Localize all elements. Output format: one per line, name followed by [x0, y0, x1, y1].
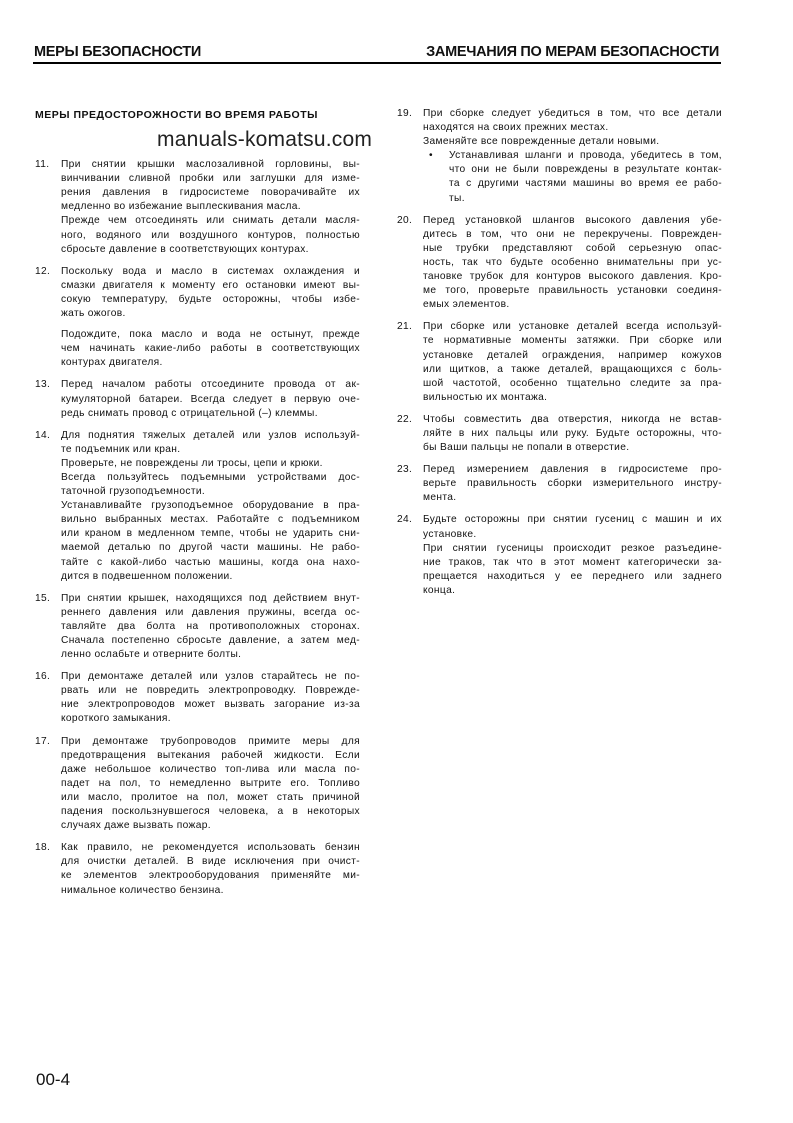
text-line: верьте правильность сборки измерительного инстру-	[423, 478, 722, 490]
text-line: тановке трубок для контуров высокого давления. Кро-	[423, 271, 722, 283]
text-line: При снятии крышек, находящихся под действием внут-	[61, 592, 360, 604]
list-item	[397, 463, 722, 505]
text-line: рвать или не повредить электропроводку. Поврежде-	[61, 685, 360, 697]
text-line: нимальное количество бензина.	[61, 884, 224, 896]
text-line: установке деталей ограждения, например кожухов	[423, 349, 722, 361]
text-line: При снятии гусеницы происходит резкое разъедине-	[423, 542, 722, 554]
text-line: медленно во избежание выплескивания масла.	[61, 201, 301, 213]
list-item	[35, 158, 360, 257]
paragraph	[423, 107, 722, 135]
text-line: ленно ослабьте и отверните болты.	[61, 649, 242, 661]
text-line: конца.	[423, 584, 456, 596]
text-line: емых элементов.	[423, 299, 510, 311]
text-line: Всегда пользуйтесь подъемными устройствами дос-	[61, 471, 360, 483]
item-number: 12.	[35, 265, 51, 277]
paragraph	[61, 592, 360, 662]
paragraph	[61, 457, 360, 471]
text-line: или масло, пролитое на пол, может стать причиной	[61, 791, 360, 803]
paragraph	[423, 214, 722, 313]
text-line: ность, так что будьте особенно внимательны при ус-	[423, 256, 722, 268]
paragraph	[423, 320, 722, 405]
text-line: Прежде чем отсоединять или снимать детали масля-	[61, 215, 360, 227]
paragraph	[61, 471, 360, 499]
text-line: те подъемник или кран.	[61, 443, 181, 455]
list-item	[397, 513, 722, 598]
text-line: чем начинать какие-либо работы в соответствующих	[61, 343, 360, 355]
item-number: 14.	[35, 429, 51, 441]
text-line: Подождите, пока масло и вода не остынут, прежде	[61, 329, 360, 341]
text-line: сокую температуру, будьте осторожны, чтобы избе-	[61, 293, 360, 305]
text-line: дитесь в том, что они не перекручены. Поврежден-	[423, 228, 722, 240]
text-line: падения поскользнувшегося человека, а в некоторых	[61, 806, 360, 818]
list-item	[35, 841, 360, 897]
header-section-title: МЕРЫ БЕЗОПАСНОСТИ	[34, 44, 201, 60]
text-line: Поскольку вода и масло в системах охлаждения и	[61, 265, 360, 277]
text-line: ного, водяного или воздушного контуров, полностью	[61, 229, 360, 241]
text-line: ме того, проверьте правильность установки соединя-	[423, 285, 722, 297]
list-item	[35, 735, 360, 834]
text-line: падет на пол, то немедленно вытрите его. Топливо	[61, 777, 360, 789]
text-line: ные трубки представляют собой серьезную опас-	[423, 242, 722, 254]
text-line: шой частотой, особенно тщательно следите за пра-	[423, 377, 722, 389]
text-line: находятся на своих прежних местах.	[423, 122, 609, 134]
header-chapter-title: ЗАМЕЧАНИЯ ПО МЕРАМ БЕЗОПАСНОСТИ	[426, 44, 719, 60]
text-line: При снятии крышки маслозаливной горловины, вы-	[61, 159, 360, 171]
text-line: Сначала постепенно сбросьте давление, а затем мед-	[61, 635, 360, 646]
paragraph	[61, 328, 360, 370]
list-item	[35, 670, 360, 726]
list-item	[35, 378, 360, 420]
left-item-list	[35, 158, 360, 898]
item-number: 18.	[35, 842, 51, 854]
paragraph	[61, 158, 360, 214]
text-line: винчивании сливной пробки или заглушки для изме-	[61, 173, 360, 185]
text-line: что они не были повреждены в результате контак-	[449, 164, 722, 176]
paragraph	[61, 378, 360, 420]
text-line: даже небольшое количество топ-лива или масла по-	[61, 763, 360, 775]
bullet-icon: •	[429, 150, 433, 162]
paragraph	[61, 735, 360, 834]
text-line: предотвращения вытекания рабочей жидкости. Если	[61, 749, 360, 761]
paragraph	[423, 542, 722, 598]
text-line: вильностью их монтажа.	[423, 391, 548, 403]
text-line: Перед установкой шлангов высокого давления убе-	[423, 214, 722, 226]
right-item-list	[397, 107, 722, 598]
item-number: 15.	[35, 592, 51, 604]
text-line: для очистки деталей. В виде исключения при очист-	[61, 856, 360, 868]
text-line: дится в подвешенном положении.	[61, 570, 233, 582]
text-line: ке элементов электрооборудования применяйте ми-	[61, 870, 360, 882]
item-number: 19.	[397, 108, 413, 119]
paragraph	[423, 513, 722, 541]
item-number: 11.	[35, 159, 50, 171]
item-number: 22.	[397, 413, 413, 425]
list-item	[35, 592, 360, 662]
paragraph	[423, 463, 722, 505]
text-line: Чтобы совместить два отверстия, никогда не встав-	[423, 413, 722, 425]
item-number: 16.	[35, 671, 51, 683]
text-line: реннего давления или давления пружины, всегда ос-	[61, 606, 360, 618]
text-line: тавляйте два болта на противоположных сторонах.	[61, 620, 360, 632]
item-number: 21.	[397, 321, 413, 333]
list-item	[397, 107, 722, 206]
text-line: Будьте осторожны при снятии гусениц с машин и их	[423, 514, 722, 526]
text-line: редь снимать провод с отрицательной (–) клеммы.	[61, 407, 318, 419]
item-number: 24.	[397, 514, 413, 526]
section-title: МЕРЫ ПРЕДОСТОРОЖНОСТИ ВО ВРЕМЯ РАБОТЫ	[35, 109, 318, 121]
item-number: 13.	[35, 379, 51, 391]
text-line: ние электропроводов может вызвать загорание из-за	[61, 699, 360, 711]
text-line: смазки двигателя к моменту его остановки имеют вы-	[61, 279, 360, 291]
text-line: контурах двигателя.	[61, 357, 163, 369]
text-line: или щитков, а также деталей, вращающихся с боль-	[423, 363, 722, 375]
text-line: Для поднятия тяжелых деталей или узлов используй-	[61, 429, 360, 441]
text-line: кумуляторной батареи. Всегда следует в первую оче-	[61, 393, 360, 405]
text-line: случаях даже вызвать пожар.	[61, 820, 211, 832]
paragraph	[61, 214, 360, 256]
text-line: та с другими частями машины во время ее рабо-	[449, 178, 722, 190]
text-line: Устанавливая шланги и провода, убедитесь в том,	[449, 150, 722, 162]
text-line: жать ожогов.	[61, 308, 126, 320]
list-item	[35, 265, 360, 371]
text-line: Как правило, не рекомендуется использовать бензин	[61, 842, 360, 854]
header-rule	[33, 62, 721, 64]
text-line: те нормативные моменты затяжки. При сборке или	[423, 335, 722, 347]
text-line: рения давления в гидросистеме поворачивайте их	[61, 187, 360, 199]
text-line: маемой деталью по другой части машины. Не рабо-	[61, 542, 360, 554]
paragraph	[61, 429, 360, 457]
text-line: При сборке следует убедиться в том, что все детали	[423, 108, 722, 119]
list-item	[397, 413, 722, 455]
text-line: или краном в медленном темпе, чтобы не ударить сни-	[61, 528, 360, 540]
bullet-item	[423, 149, 722, 205]
text-line: ляйте в них пальцы или руку. Будьте осторожны, что-	[423, 427, 722, 439]
item-number: 17.	[35, 735, 51, 747]
item-number: 23.	[397, 464, 413, 476]
list-item	[35, 429, 360, 584]
list-item	[397, 214, 722, 313]
right-column	[397, 107, 722, 606]
text-line: При демонтаже трубопроводов примите меры для	[61, 735, 360, 747]
paragraph	[61, 499, 360, 584]
paragraph	[61, 841, 360, 897]
left-column	[35, 107, 360, 906]
text-line: Проверьте, не повреждены ли тросы, цепи и крюки.	[61, 457, 323, 469]
text-line: вильно выбранных местах. Работайте с подъемником	[61, 514, 360, 526]
paragraph	[423, 413, 722, 455]
paragraph	[61, 670, 360, 726]
watermark: manuals-komatsu.com	[157, 128, 373, 151]
page-number: 00-4	[36, 1070, 71, 1089]
text-line: Заменяйте все поврежденные детали новыми.	[423, 136, 660, 148]
item-number: 20.	[397, 214, 413, 226]
text-line: тайте с какой-либо частью машины, когда она нахо-	[61, 556, 360, 568]
paragraph	[61, 265, 360, 321]
text-line: мента.	[423, 492, 457, 504]
text-line: установке.	[423, 528, 477, 540]
paragraph	[423, 135, 722, 149]
text-line: ние траков, так что в этот момент категорически за-	[423, 556, 722, 568]
text-line: Устанавливайте грузоподъемное оборудование в пра-	[61, 500, 360, 512]
text-line: Перед измерением давления в гидросистеме про-	[423, 464, 722, 476]
list-item	[397, 320, 722, 405]
text-line: ты.	[449, 192, 465, 204]
text-line: сбросьте давление в соответствующих контурах.	[61, 243, 309, 255]
text-line: прещается находиться у ее переднего или заднего	[423, 570, 722, 582]
text-line: Перед началом работы отсоедините провода от ак-	[61, 379, 360, 391]
text-line: При сборке или установке деталей всегда используй-	[423, 321, 722, 333]
text-line: короткого замыкания.	[61, 713, 171, 725]
text-line: бы Ваши пальцы не попали в отверстие.	[423, 442, 630, 454]
text-line: При демонтаже деталей или узлов старайтесь не по-	[61, 671, 360, 683]
text-line: таточной грузоподъемности.	[61, 486, 206, 498]
